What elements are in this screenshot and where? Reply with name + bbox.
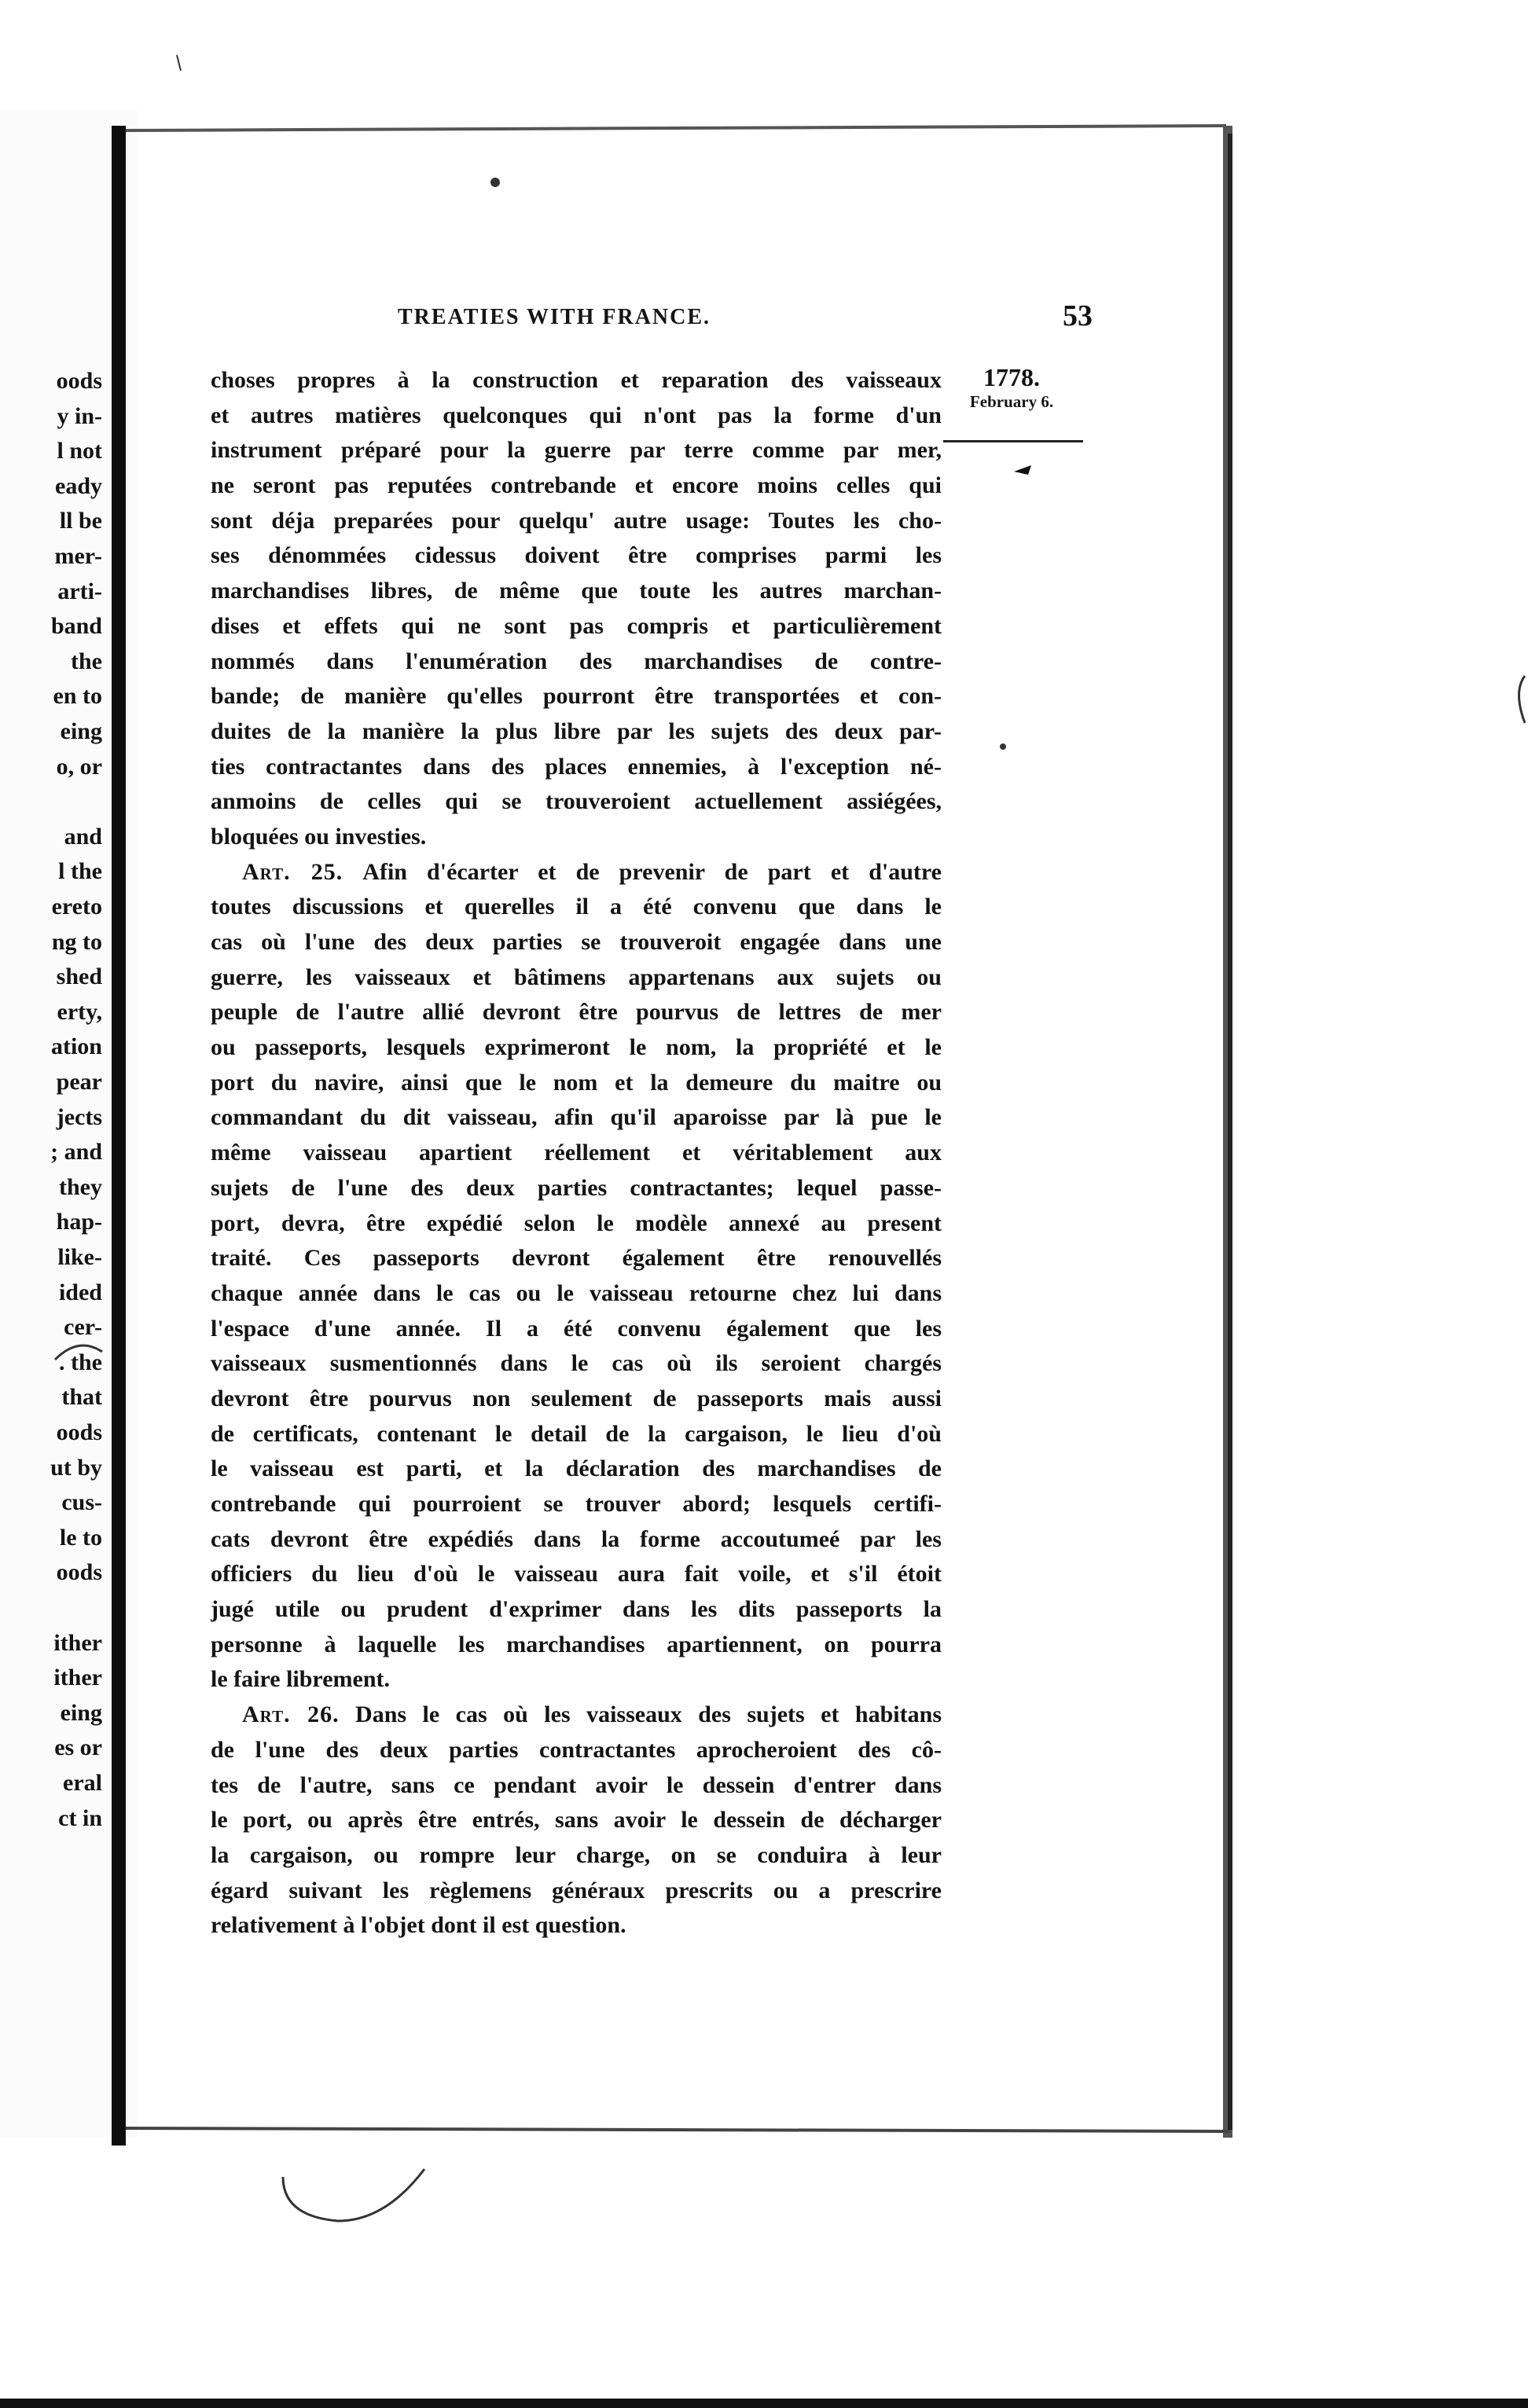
text-line: même vaisseau apartient réellement et véritablement aux: [211, 1140, 942, 1166]
text-line: vaisseaux susmentionnés dans le cas où ils seroient chargés: [211, 1350, 942, 1377]
left-fragment-line: l not: [57, 438, 102, 464]
left-fragment-line: oods: [56, 1419, 102, 1445]
left-fragment-line: shed: [56, 964, 102, 990]
left-fragment-line: ereto: [51, 894, 102, 920]
left-fragment-line: they: [59, 1173, 102, 1200]
article-26-first-line: [211, 1698, 942, 1733]
text-line: marchandises libres, de même que toute les autres marchan-: [211, 578, 942, 604]
text-line: anmoins de celles qui se trouveroient actuellement assiégées,: [211, 788, 942, 815]
page-top-edge: [126, 126, 1226, 130]
left-fragment-line: ; and: [50, 1139, 102, 1165]
article-25-opening: Afin d'écarter et de prevenir de part et d'autre: [362, 858, 942, 885]
left-fragment-line: ither: [53, 1629, 102, 1656]
article-26-opening: Dans le cas où les vaisseaux des sujets et habitans: [355, 1701, 942, 1728]
text-line: et autres matières quelconques qui n'ont pas la forme d'un: [211, 402, 942, 428]
text-line: ou passeports, lesquels exprimeront le nom, la propriété et le: [211, 1034, 942, 1061]
left-fragment-line: the: [71, 648, 102, 674]
left-fragment-line: ll be: [59, 508, 102, 534]
text-line: toutes discussions et querelles il a été convenu que dans le: [211, 894, 942, 920]
left-fragment-line: eral: [63, 1770, 102, 1796]
left-fragment-line: l the: [58, 858, 102, 885]
ink-speck: [1000, 743, 1006, 750]
ink-speck: [1014, 465, 1031, 475]
left-fragment-line: and: [64, 823, 102, 850]
text-line: ses dénommées cidessus doivent être comprises parmi les: [211, 542, 942, 569]
left-fragment-line: ut by: [50, 1454, 102, 1481]
ink-speck: [177, 55, 181, 71]
margin-year: 1778.: [983, 363, 1040, 391]
left-fragment-line: arti-: [57, 578, 102, 604]
left-fragment-line: jects: [56, 1103, 102, 1130]
text-line: peuple de l'autre allié devront être pourvus de lettres de mer: [211, 999, 942, 1026]
page-bottom-edge: [126, 2128, 1231, 2131]
left-fragment-line: en to: [53, 683, 102, 710]
text-line: instrument préparé pour la guerre par terre comme par mer,: [211, 437, 942, 464]
article-25-body: [211, 890, 942, 1698]
text-line: duites de la manière la plus libre par les sujets des deux par-: [211, 718, 942, 744]
body-text: [211, 363, 942, 1944]
text-line: officiers du lieu d'où le vaisseau aura fait voile, et s'il étoit: [211, 1561, 942, 1588]
left-fragment-line: eing: [60, 1699, 102, 1726]
left-fragment-line: erty,: [57, 998, 102, 1025]
text-line: nommés dans l'enumération des marchandises de contre-: [211, 648, 942, 674]
article-26-body: [211, 1733, 942, 1944]
left-fragment-line: ct in: [58, 1804, 102, 1831]
text-line: relativement à l'objet dont il est question.: [211, 1912, 626, 1939]
ink-speck: [490, 178, 500, 187]
text-line: choses propres à la construction et reparation des vaisseaux: [211, 367, 942, 393]
page-right-edge-dark: [1228, 134, 1232, 2130]
left-fragment-line: ided: [58, 1279, 102, 1305]
text-line: le vaisseau est parti, et la déclaration des marchandises de: [211, 1455, 942, 1482]
text-line: chaque année dans le cas ou le vaisseau retourne chez lui dans: [211, 1279, 942, 1306]
text-line: jugé utile ou prudent d'exprimer dans les dits passeports la: [211, 1596, 942, 1623]
pencil-mark-right: [1519, 676, 1526, 723]
text-line: port, devra, être expédié selon le modèle annexé au present: [211, 1210, 942, 1236]
article-26-label: Art. 26.: [242, 1701, 340, 1728]
left-fragment-line: ng to: [51, 928, 102, 955]
text-line: traité. Ces passeports devront également être renouvellés: [211, 1245, 942, 1272]
left-fragment-line: oods: [56, 368, 102, 394]
left-fragment-line: es or: [54, 1734, 102, 1761]
margin-rule: [943, 440, 1083, 442]
left-fragment-line: oods: [56, 1559, 102, 1586]
margin-note: [945, 363, 1078, 412]
text-line: de l'une des deux parties contractantes aprocheroient des cô-: [211, 1736, 942, 1763]
article-25-label: Art. 25.: [242, 858, 343, 885]
left-fragment-line: like-: [57, 1244, 102, 1270]
text-line: égard suivant les règlemens généraux prescrits ou a prescrire: [211, 1877, 942, 1903]
text-line: le port, ou après être entrés, sans avoir le dessein de décharger: [211, 1807, 942, 1834]
article-25: [211, 855, 942, 1698]
text-line: sont déja preparées pour quelqu' autre usage: Toutes les cho-: [211, 507, 942, 534]
left-fragment-line: hap-: [56, 1209, 102, 1235]
text-line: cas où l'une des deux parties se trouveroit engagée dans une: [211, 929, 942, 955]
left-fragment-line: that: [61, 1384, 102, 1411]
left-fragment-line: ither: [53, 1665, 102, 1691]
text-line: cats devront être expédiés dans la forme accoutumeé par les: [211, 1525, 942, 1552]
left-fragment-line: band: [50, 613, 102, 640]
text-line: contrebande qui pourroient se trouver abord; lesquels certifi-: [211, 1491, 942, 1517]
running-head: [212, 299, 1093, 338]
text-line: le faire librement.: [211, 1666, 390, 1693]
left-fragment-line: o, or: [56, 753, 102, 780]
text-line: bloquées ou investies.: [211, 823, 427, 850]
left-fragment-line: eing: [60, 718, 102, 744]
left-fragment-line: cer-: [64, 1314, 102, 1341]
gutter-line: [112, 126, 126, 2146]
paragraph-continuation: [211, 363, 942, 855]
text-line: de certificats, contenant le detail de la cargaison, le lieu d'où: [211, 1420, 942, 1447]
text-line: guerre, les vaisseaux et bâtimens appartenans aux sujets ou: [211, 964, 942, 990]
left-fragment-line: pear: [56, 1069, 102, 1095]
text-line: personne à laquelle les marchandises apartiennent, on pourra: [211, 1631, 942, 1657]
text-line: dises et effets qui ne sont pas compris et particulièrement: [211, 612, 942, 639]
left-fragment-line: ation: [50, 1033, 102, 1060]
text-line: tes de l'autre, sans ce pendant avoir le dessein d'entrer dans: [211, 1771, 942, 1798]
left-fragment-line: cus-: [61, 1489, 102, 1516]
page-number: 53: [1063, 299, 1093, 332]
text-line: devront être pourvus non seulement de passeports mais aussi: [211, 1385, 942, 1411]
left-fragment-line: y in-: [57, 402, 102, 429]
running-title: TREATIES WITH FRANCE.: [398, 305, 711, 329]
text-line: ne seront pas reputées contrebande et encore moins celles qui: [211, 472, 942, 499]
scan-bottom-rule: [0, 2399, 1528, 2408]
text-line: ties contractantes dans des places ennemies, à l'exception né-: [211, 753, 942, 780]
left-fragment-line: le to: [59, 1524, 102, 1551]
margin-date: February 6.: [969, 392, 1054, 411]
text-line: sujets de l'une des deux parties contractantes; lequel passe-: [211, 1174, 942, 1201]
text-line: port du navire, ainsi que le nom et la demeure du maitre ou: [211, 1069, 942, 1096]
article-25-first-line: [211, 855, 942, 890]
left-fragment-line: mer-: [54, 543, 102, 569]
text-line: bande; de manière qu'elles pourront être transportées et con-: [211, 683, 942, 710]
text-line: l'espace d'une année. Il a été convenu également que les: [211, 1315, 942, 1342]
pencil-mark-bottom: [283, 2169, 424, 2221]
article-26: [211, 1698, 942, 1944]
left-fragment-line: eady: [55, 472, 102, 499]
text-line: la cargaison, ou rompre leur charge, on se conduira à leur: [211, 1841, 942, 1868]
text-line: commandant du dit vaisseau, afin qu'il aparoisse par là pue le: [211, 1104, 942, 1131]
left-fragment-line: . the: [59, 1349, 102, 1375]
